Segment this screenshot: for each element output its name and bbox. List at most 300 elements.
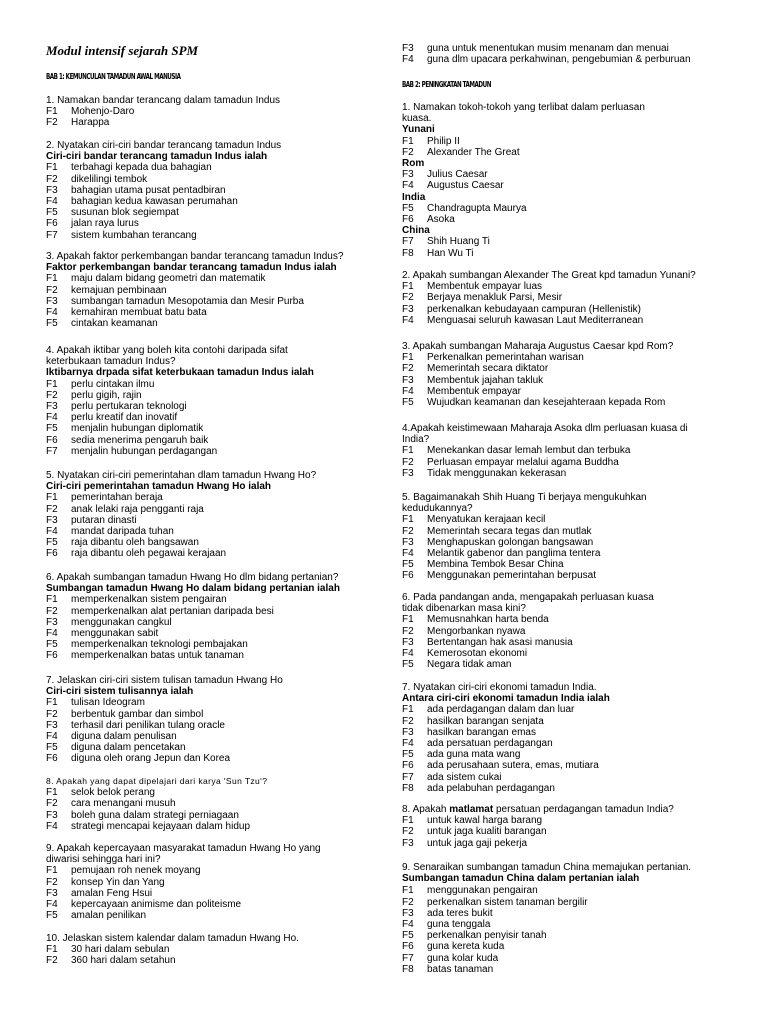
item-code: F2 bbox=[402, 625, 414, 637]
item-code: F1 bbox=[46, 697, 58, 709]
answer-item bbox=[402, 468, 762, 479]
answer-heading: Ciri-ciri bandar terancang tamadun Indus ialah bbox=[46, 151, 268, 163]
answer-item bbox=[46, 412, 386, 423]
item-code: F7 bbox=[46, 445, 58, 457]
item-code: F3 bbox=[402, 837, 414, 849]
answer-item bbox=[46, 117, 386, 128]
item-text: cintakan keamanan bbox=[71, 318, 158, 330]
question-4-line-2: India? bbox=[402, 434, 430, 446]
question-7: 7. Jelaskan ciri-ciri sistem tulisan tamadun Hwang Ho bbox=[46, 675, 283, 686]
civilization-label: India bbox=[402, 191, 426, 203]
answer-item bbox=[402, 537, 762, 548]
item-code: F3 bbox=[46, 295, 58, 307]
answer-heading: Ciri-ciri sistem tulisannya ialah bbox=[46, 686, 194, 698]
item-code: F4 bbox=[402, 919, 414, 931]
question-5-line-1: 5. Bagaimanakah Shih Huang Ti berjaya mengukuhkan bbox=[402, 492, 647, 503]
item-text: Menekankan dasar lemah lembut dan terbuka bbox=[427, 445, 631, 457]
item-code: F3 bbox=[402, 169, 414, 181]
chapter2-question-8-block bbox=[402, 804, 762, 849]
answer-item bbox=[402, 397, 762, 408]
item-text: maju dalam bidang geometri dan matematik bbox=[71, 273, 266, 285]
answer-item bbox=[402, 457, 762, 468]
answer-item bbox=[46, 185, 386, 196]
item-code: F3 bbox=[402, 374, 414, 386]
item-code: F5 bbox=[46, 318, 58, 330]
item-text: memperkenalkan batas untuk tanaman bbox=[71, 650, 244, 662]
answer-item bbox=[402, 908, 762, 919]
item-code: F1 bbox=[402, 885, 414, 897]
question-8-keyword: matlamat bbox=[449, 804, 494, 815]
answer-item bbox=[46, 899, 386, 910]
answer-item bbox=[46, 446, 386, 457]
answer-item bbox=[402, 885, 762, 896]
answer-item bbox=[46, 639, 386, 650]
question-4-block bbox=[46, 345, 386, 457]
question-1: 1. Namakan bandar terancang dalam tamadun Indus bbox=[46, 95, 281, 106]
item-text: terhasil dari penilikan tulang oracle bbox=[71, 719, 225, 731]
answer-list bbox=[46, 106, 386, 128]
answer-item bbox=[402, 304, 762, 315]
item-text: Menguasai seluruh kawasan Laut Mediterranean bbox=[427, 314, 644, 326]
item-text: ada perdagangan dalam dan luar bbox=[427, 704, 575, 716]
question-6: 6. Apakah sumbangan tamadun Hwang Ho dlm bidang pertanian? bbox=[46, 572, 339, 583]
item-text: bahagian utama pusat pentadbiran bbox=[71, 184, 226, 196]
item-text: Chandragupta Maurya bbox=[427, 202, 527, 214]
answer-item bbox=[402, 749, 762, 760]
answer-item bbox=[402, 897, 762, 908]
item-code: F1 bbox=[402, 135, 414, 147]
answer-item bbox=[402, 648, 762, 659]
chapter2-question-2-block bbox=[402, 270, 762, 326]
item-code: F3 bbox=[402, 726, 414, 738]
question-3: 3. Apakah faktor perkembangan bandar terancang tamadun Indus? bbox=[46, 251, 344, 262]
item-text: boleh guna dalam strategi perniagaan bbox=[71, 809, 239, 821]
answer-item bbox=[46, 515, 386, 526]
item-text: diguna dalam pencetakan bbox=[71, 742, 186, 754]
answer-list bbox=[46, 865, 386, 921]
item-code: F3 bbox=[46, 514, 58, 526]
answer-item bbox=[46, 910, 386, 921]
item-code: F1 bbox=[402, 445, 414, 457]
item-code: F3 bbox=[46, 719, 58, 731]
answer-item bbox=[46, 174, 386, 185]
question-9: 9. Senaraikan sumbangan tamadun China memajukan pertanian. bbox=[402, 862, 692, 873]
item-code: F6 bbox=[402, 570, 414, 582]
item-text: perkenalkan penyisir tanah bbox=[427, 930, 547, 942]
item-text: raja dibantu oleh bangsawan bbox=[71, 537, 199, 549]
question-1-line-1: 1. Namakan tokoh-tokoh yang terlibat dalam perluasan bbox=[402, 102, 645, 113]
item-code: F5 bbox=[402, 749, 414, 761]
answer-item bbox=[402, 236, 762, 247]
item-text: guna dlm upacara perkahwinan, pengebumian & perburuan bbox=[427, 54, 691, 66]
item-code: F3 bbox=[402, 43, 414, 54]
chapter2-question-1-block bbox=[402, 102, 762, 259]
answer-item bbox=[402, 772, 762, 783]
item-code: F2 bbox=[46, 708, 58, 720]
item-text: konsep Yin dan Yang bbox=[71, 876, 165, 888]
answer-item bbox=[402, 169, 762, 180]
item-code: F3 bbox=[46, 184, 58, 196]
question-9-block bbox=[46, 843, 386, 921]
item-code: F5 bbox=[402, 397, 414, 409]
question-6-line-1: 6. Pada pandangan anda, mengapakah perluasan kuasa bbox=[402, 592, 654, 603]
item-code: F2 bbox=[46, 389, 58, 401]
answer-item bbox=[46, 955, 386, 966]
answer-item bbox=[46, 196, 386, 207]
item-text: ada perusahaan sutera, emas, mutiara bbox=[427, 760, 599, 772]
item-code: F7 bbox=[402, 771, 414, 783]
item-code: F1 bbox=[402, 704, 414, 716]
question-10: 10. Jelaskan sistem kalendar dalam tamadun Hwang Ho. bbox=[46, 933, 299, 944]
item-code: F7 bbox=[46, 229, 58, 241]
item-text: Menggunakan pemerintahan berpusat bbox=[427, 570, 597, 582]
answer-item bbox=[46, 742, 386, 753]
item-text: Menghapuskan golongan bangsawan bbox=[427, 536, 594, 548]
item-code: F4 bbox=[402, 180, 414, 192]
answer-item bbox=[46, 628, 386, 639]
item-text: kemajuan pembinaan bbox=[71, 284, 167, 296]
item-text: sistem kumbahan terancang bbox=[71, 229, 197, 241]
item-code: F4 bbox=[402, 385, 414, 397]
item-text: sedia menerima pengaruh baik bbox=[71, 434, 209, 446]
item-code: F1 bbox=[46, 378, 58, 390]
question-3: 3. Apakah sumbangan Maharaja Augustus Caesar kpd Rom? bbox=[402, 341, 674, 352]
item-text: raja dibantu oleh pegawai kerajaan bbox=[71, 548, 227, 560]
item-text: berbentuk gambar dan simbol bbox=[71, 708, 204, 720]
answer-item bbox=[402, 292, 762, 303]
answer-item bbox=[402, 727, 762, 738]
item-code: F1 bbox=[402, 815, 414, 827]
answer-item bbox=[46, 207, 386, 218]
item-text: Membentuk empayar bbox=[427, 385, 521, 397]
item-text: perlu gigih, rajin bbox=[71, 389, 142, 401]
chapter2-question-7-block bbox=[402, 682, 762, 794]
question-5-block bbox=[46, 470, 386, 560]
item-code: F8 bbox=[402, 782, 414, 794]
answer-item bbox=[46, 731, 386, 742]
chapter2-question-6-block bbox=[402, 592, 762, 670]
answer-item bbox=[46, 435, 386, 446]
question-9-line-1: 9. Apakah kepercayaan masyarakat tamadun Hwang Ho yang bbox=[46, 843, 321, 854]
item-text: strategi mencapai kejayaan dalam hidup bbox=[71, 820, 250, 832]
item-text: Asoka bbox=[427, 214, 455, 226]
answer-item bbox=[402, 315, 762, 326]
item-text: Membina Tembok Besar China bbox=[427, 559, 564, 571]
item-text: memperkenalkan alat pertanian daripada besi bbox=[71, 605, 274, 617]
item-text: Julius Caesar bbox=[427, 169, 488, 181]
answer-item bbox=[402, 826, 762, 837]
document-title: Modul intensif sejarah SPM bbox=[46, 43, 199, 58]
item-code: F6 bbox=[46, 650, 58, 662]
answer-list bbox=[46, 697, 386, 764]
answer-item bbox=[402, 281, 762, 292]
item-code: F6 bbox=[46, 434, 58, 446]
answer-list bbox=[402, 885, 762, 975]
civilization-label: Rom bbox=[402, 158, 425, 170]
question-10-continued bbox=[402, 43, 762, 65]
item-text: menjalin hubungan diplomatik bbox=[71, 423, 204, 435]
item-text: kemahiran membuat batu bata bbox=[71, 307, 207, 319]
item-code: F2 bbox=[402, 292, 414, 304]
answer-item bbox=[402, 386, 762, 397]
answer-item bbox=[46, 944, 386, 955]
item-text: terbahagi kepada dua bahagian bbox=[71, 162, 212, 174]
item-code: F3 bbox=[46, 809, 58, 821]
answer-list bbox=[46, 787, 386, 832]
item-text: Memerintah secara diktator bbox=[427, 363, 549, 375]
item-text: mandat daripada tuhan bbox=[71, 526, 174, 538]
answer-item bbox=[46, 162, 386, 173]
item-text: ada sistem cukai bbox=[427, 771, 502, 783]
answer-item bbox=[402, 147, 762, 158]
item-code: F3 bbox=[402, 303, 414, 315]
answer-item bbox=[402, 54, 762, 65]
answer-item bbox=[402, 738, 762, 749]
item-code: F8 bbox=[402, 247, 414, 259]
item-code: F6 bbox=[402, 760, 414, 772]
item-code: F1 bbox=[402, 514, 414, 526]
item-text: pemujaan roh nenek moyang bbox=[71, 865, 201, 877]
item-text: Perkenalkan pemerintahan warisan bbox=[427, 352, 584, 364]
item-code: F3 bbox=[402, 467, 414, 479]
answer-heading: Iktibarnya drpada sifat keterbukaan tamadun Indus ialah bbox=[46, 367, 314, 379]
item-code: F2 bbox=[402, 363, 414, 375]
item-code: F4 bbox=[402, 314, 414, 326]
item-code: F2 bbox=[402, 826, 414, 838]
item-text: Menyatukan kerajaan kecil bbox=[427, 514, 546, 526]
item-text: diguna dalam penulisan bbox=[71, 731, 177, 743]
item-code: F3 bbox=[46, 887, 58, 899]
answer-item bbox=[46, 285, 386, 296]
item-code: F2 bbox=[46, 173, 58, 185]
answer-list bbox=[402, 43, 762, 65]
answer-item bbox=[46, 537, 386, 548]
item-text: Bertentangan hak asasi manusia bbox=[427, 636, 573, 648]
item-code: F4 bbox=[46, 628, 58, 640]
answer-item bbox=[402, 203, 762, 214]
question-8-block bbox=[46, 776, 386, 832]
answer-list bbox=[402, 704, 762, 794]
answer-item bbox=[46, 273, 386, 284]
item-code: F5 bbox=[402, 659, 414, 671]
item-text: sumbangan tamadun Mesopotamia dan Mesir Purba bbox=[71, 295, 304, 307]
answer-item bbox=[46, 888, 386, 899]
question-5-line-2: kedudukannya? bbox=[402, 503, 473, 515]
item-text: cara menangani musuh bbox=[71, 798, 176, 810]
chapter2-question-5-block bbox=[402, 492, 762, 582]
answer-item bbox=[46, 650, 386, 661]
answer-list bbox=[402, 614, 762, 670]
question-10-block bbox=[46, 933, 386, 967]
item-text: Han Wu Ti bbox=[427, 247, 474, 259]
item-code: F1 bbox=[46, 594, 58, 606]
answer-item bbox=[46, 307, 386, 318]
question-9-line-2: diwarisi sehingga hari ini? bbox=[46, 854, 161, 866]
answer-item bbox=[46, 877, 386, 888]
item-text: untuk jaga kualiti barangan bbox=[427, 826, 547, 838]
item-text: jalan raya lurus bbox=[71, 218, 139, 230]
answer-list bbox=[46, 162, 386, 240]
item-code: F4 bbox=[46, 196, 58, 208]
item-text: hasilkan barangan emas bbox=[427, 726, 536, 738]
item-text: guna untuk menentukan musim menanam dan menuai bbox=[427, 43, 669, 54]
answer-item bbox=[402, 626, 762, 637]
answer-list bbox=[402, 815, 762, 849]
item-code: F4 bbox=[402, 738, 414, 750]
item-text: perlu cintakan ilmu bbox=[71, 378, 155, 390]
answer-item bbox=[46, 230, 386, 241]
question-8 bbox=[402, 804, 762, 815]
item-code: F2 bbox=[402, 146, 414, 158]
item-text: putaran dinasti bbox=[71, 514, 137, 526]
item-code: F5 bbox=[46, 742, 58, 754]
item-code: F5 bbox=[402, 930, 414, 942]
item-text: Perluasan empayar melalui agama Buddha bbox=[427, 456, 619, 468]
item-code: F7 bbox=[402, 952, 414, 964]
answer-item bbox=[402, 953, 762, 964]
answer-item bbox=[402, 964, 762, 975]
item-code: F4 bbox=[46, 820, 58, 832]
item-code: F2 bbox=[402, 715, 414, 727]
answer-list bbox=[46, 273, 386, 329]
item-code: F4 bbox=[46, 307, 58, 319]
answer-item bbox=[402, 838, 762, 849]
item-text: guna tenggala bbox=[427, 919, 491, 931]
item-text: menggunakan pengairan bbox=[427, 885, 538, 897]
item-code: F3 bbox=[402, 636, 414, 648]
item-text: memperkenalkan teknologi pembajakan bbox=[71, 639, 248, 651]
item-text: 30 hari dalam sebulan bbox=[71, 944, 170, 956]
item-text: untuk jaga gaji pekerja bbox=[427, 837, 528, 849]
item-code: F1 bbox=[402, 614, 414, 626]
item-code: F4 bbox=[46, 731, 58, 743]
item-code: F5 bbox=[46, 423, 58, 435]
item-code: F5 bbox=[46, 207, 58, 219]
item-text: memperkenalkan sistem pengairan bbox=[71, 594, 227, 606]
question-4-line-2: keterbukaan tamadun Indus? bbox=[46, 356, 176, 368]
item-text: guna kereta kuda bbox=[427, 941, 505, 953]
item-code: F1 bbox=[402, 281, 414, 293]
item-text: ada guna mata wang bbox=[427, 749, 521, 761]
answer-item bbox=[46, 548, 386, 559]
item-code: F5 bbox=[402, 202, 414, 214]
item-code: F1 bbox=[46, 492, 58, 504]
item-text: Shih Huang Ti bbox=[427, 236, 490, 248]
item-code: F1 bbox=[46, 273, 58, 285]
answer-item bbox=[402, 716, 762, 727]
answer-item bbox=[46, 787, 386, 798]
question-7-block bbox=[46, 675, 386, 765]
civilization-groups bbox=[402, 124, 762, 258]
question-8-prefix: 8. Apakah bbox=[402, 804, 450, 815]
item-text: susunan blok segiempat bbox=[71, 207, 179, 219]
question-8-suffix: persatuan perdagangan tamadun India? bbox=[493, 804, 674, 815]
item-text: menjalin hubungan perdagangan bbox=[71, 445, 218, 457]
item-text: Mohenjo-Daro bbox=[71, 106, 135, 118]
question-2-block bbox=[46, 140, 386, 241]
chapter2-question-3-block bbox=[402, 341, 762, 408]
question-4-line-1: 4. Apakah iktibar yang boleh kita contohi daripada sifat bbox=[46, 345, 288, 356]
item-code: F6 bbox=[46, 218, 58, 230]
item-code: F4 bbox=[402, 548, 414, 560]
item-text: batas tanaman bbox=[427, 963, 494, 975]
item-text: perkenalkan kebudayaan campuran (Hellenistik) bbox=[427, 303, 642, 315]
answer-list bbox=[402, 445, 762, 479]
item-text: perkenalkan sistem tanaman bergilir bbox=[427, 896, 588, 908]
question-7: 7. Nyatakan ciri-ciri ekonomi tamadun India. bbox=[402, 682, 597, 693]
answer-heading: Sumbangan tamadun Hwang Ho dalam bidang pertanian ialah bbox=[46, 583, 340, 595]
answer-item bbox=[402, 214, 762, 225]
item-text: Membentuk jajahan takluk bbox=[427, 374, 544, 386]
answer-item bbox=[46, 594, 386, 605]
item-text: selok belok perang bbox=[71, 787, 155, 799]
item-code: F5 bbox=[46, 639, 58, 651]
item-code: F3 bbox=[46, 616, 58, 628]
question-2: 2. Apakah sumbangan Alexander The Great kpd tamadun Yunani? bbox=[402, 270, 696, 281]
answer-item bbox=[402, 248, 762, 259]
item-code: F6 bbox=[46, 548, 58, 560]
answer-item bbox=[402, 136, 762, 147]
answer-item bbox=[46, 504, 386, 515]
answer-item bbox=[46, 865, 386, 876]
answer-item bbox=[402, 43, 762, 54]
answer-item bbox=[402, 614, 762, 625]
item-code: F6 bbox=[402, 941, 414, 953]
item-code: F1 bbox=[402, 352, 414, 364]
item-text: perlu pertukaran teknologi bbox=[71, 401, 187, 413]
item-code: F2 bbox=[46, 605, 58, 617]
answer-list bbox=[46, 944, 386, 966]
item-code: F2 bbox=[402, 896, 414, 908]
item-text: ada pelabuhan perdagangan bbox=[427, 782, 555, 794]
answer-item bbox=[46, 810, 386, 821]
item-code: F6 bbox=[46, 753, 58, 765]
chapter-1-heading: BAB 1: KEMUNCULAN TAMADUN AWAL MANUSIA bbox=[46, 72, 181, 81]
question-4-line-1: 4.Apakah keistimewaan Maharaja Asoka dlm perluasan kuasa di bbox=[402, 423, 688, 434]
item-text: pemerintahan beraja bbox=[71, 492, 163, 504]
answer-item bbox=[402, 659, 762, 670]
item-text: menggunakan sabit bbox=[71, 628, 159, 640]
item-code: F4 bbox=[402, 648, 414, 660]
answer-item bbox=[402, 919, 762, 930]
answer-item bbox=[46, 821, 386, 832]
question-5: 5. Nyatakan ciri-ciri pemerintahan dlam tamadun Hwang Ho? bbox=[46, 470, 317, 481]
answer-list bbox=[46, 379, 386, 457]
item-text: dikelilingi tembok bbox=[71, 173, 148, 185]
item-text: kepercayaan animisme dan politeisme bbox=[71, 899, 242, 911]
answer-item bbox=[46, 798, 386, 809]
answer-list bbox=[46, 594, 386, 661]
item-text: anak lelaki raja pengganti raja bbox=[71, 503, 204, 515]
answer-item bbox=[402, 363, 762, 374]
chapter-2-heading: BAB 2: PENINGKATAN TAMADUN bbox=[402, 80, 491, 89]
answer-item bbox=[402, 375, 762, 386]
item-code: F3 bbox=[402, 907, 414, 919]
answer-item bbox=[46, 526, 386, 537]
item-text: Memusnahkan harta benda bbox=[427, 614, 549, 626]
item-code: F1 bbox=[46, 787, 58, 799]
item-code: F3 bbox=[46, 401, 58, 413]
answer-item bbox=[46, 296, 386, 307]
item-text: Tidak menggunakan kekerasan bbox=[427, 467, 567, 479]
answer-list bbox=[402, 352, 762, 408]
item-text: Philip II bbox=[427, 135, 460, 147]
answer-item bbox=[402, 815, 762, 826]
item-text: perlu kreatif dan inovatif bbox=[71, 412, 178, 424]
answer-item bbox=[46, 617, 386, 628]
answer-item bbox=[402, 352, 762, 363]
answer-list bbox=[46, 492, 386, 559]
